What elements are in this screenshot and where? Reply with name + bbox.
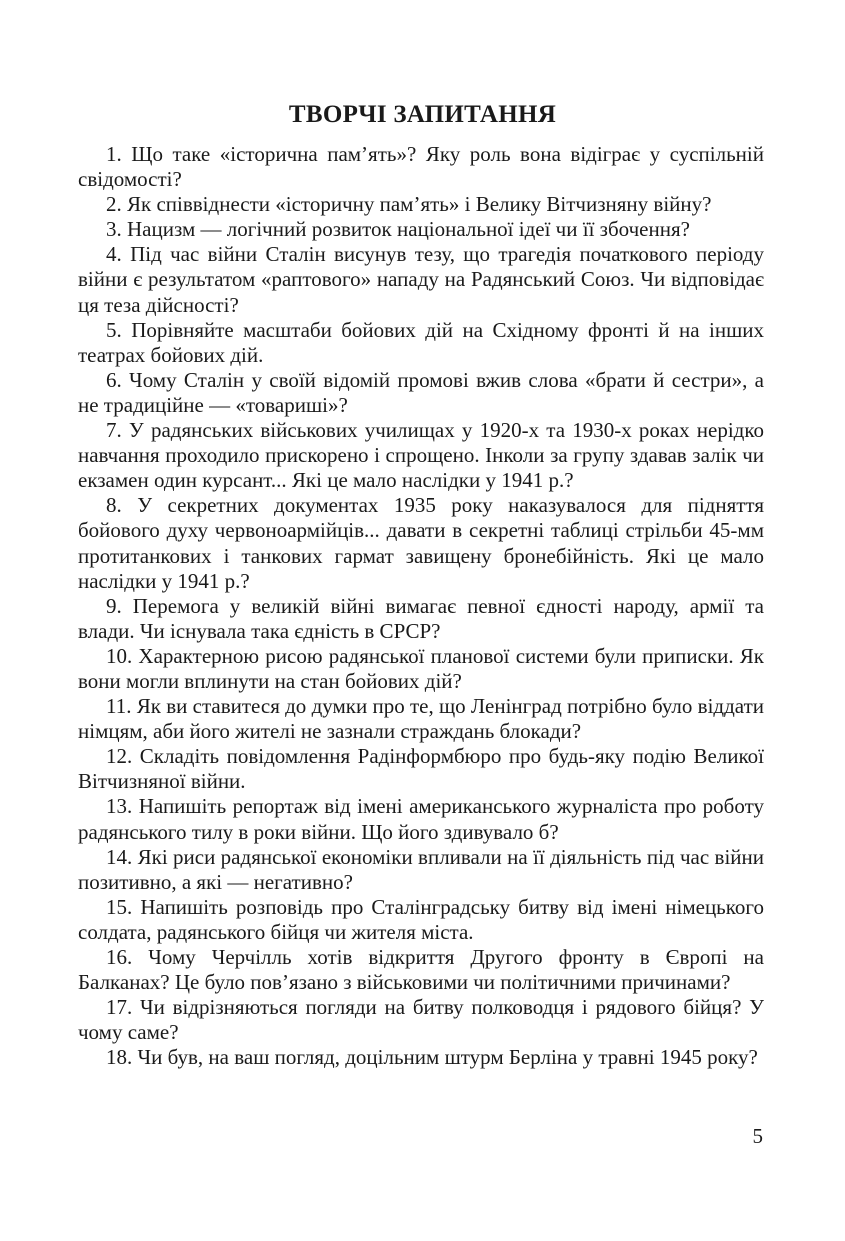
page-title: ТВОРЧІ ЗАПИТАННЯ	[288, 101, 557, 128]
question-item: 3. Нацизм — логічний розвиток національної ідеї чи її збочення?	[106, 217, 690, 242]
question-item: 15. Напишіть розповідь про Сталінградську битву від імені німецького солдата, радянського бійця чи жителя міста.	[78, 894, 764, 944]
question-item: 12. Складіть повідомлення Радінформбюро про будь-яку подію Великої Вітчизняної війни.	[78, 744, 764, 794]
page-number: 5	[752, 1124, 763, 1148]
question-item: 1. Що таке «історична пам’ять»? Яку роль вона відіграє у суспільній свідомості?	[78, 142, 764, 192]
question-item: 17. Чи відрізняються погляди на битву полководця і рядового бійця? У чому саме?	[78, 995, 764, 1045]
question-item: 14. Які риси радянської економіки впливали на її діяльність під час війни позитивно, а які — негативно?	[78, 844, 764, 894]
question-item: 10. Характерною рисою радянської планової системи були приписки. Як вони могли вплинути на стан бойових дій?	[78, 643, 764, 693]
questions-list	[78, 142, 764, 1070]
question-item: 13. Напишіть репортаж від імені американського журналіста про роботу радянського тилу в роки війни. Що його здивувало б?	[78, 794, 764, 844]
question-item: 11. Як ви ставитеся до думки про те, що Ленінград потрібно було віддати німцям, аби його жителі не зазнали страждань блокади?	[78, 694, 764, 744]
question-item: 9. Перемога у великій війні вимагає певної єдності народу, армії та влади. Чи існувала така єдність в СРСР?	[78, 593, 764, 643]
question-item: 8. У секретних документах 1935 року наказувалося для підняття бойового духу червоноармійців... давати в секретні таблиці стрільби 45-мм протитанкових і танкових гармат завищену бронебійність. Які це мало наслідки у 1941 р.?	[78, 493, 764, 593]
question-item: 5. Порівняйте масштаби бойових дій на Східному фронті й на інших театрах бойових дій.	[78, 317, 764, 367]
question-item: 6. Чому Сталін у своїй відомій промові вжив слова «брати й сестри», а не традиційне — «товариші»?	[78, 367, 764, 417]
question-item: 7. У радянських військових училищах у 1920-х та 1930-х роках нерідко навчання проходило прискорено і спрощено. Інколи за групу здавав залік чи екзамен один курсант... Які це мало наслідки у 1941 р.?	[78, 418, 764, 493]
question-item: 2. Як співвіднести «історичну пам’ять» і Велику Вітчизняну війну?	[106, 192, 712, 217]
question-item: 18. Чи був, на ваш погляд, доцільним штурм Берліна у травні 1945 року?	[106, 1045, 758, 1070]
question-item: 16. Чому Черчілль хотів відкриття Другого фронту в Європі на Балканах? Це було пов’язано з військовими чи політичними причинами?	[78, 945, 764, 995]
question-item: 4. Під час війни Сталін висунув тезу, що трагедія початкового періоду війни є результатом «раптового» нападу на Радянський Союз. Чи відповідає ця теза дійсності?	[78, 242, 764, 317]
